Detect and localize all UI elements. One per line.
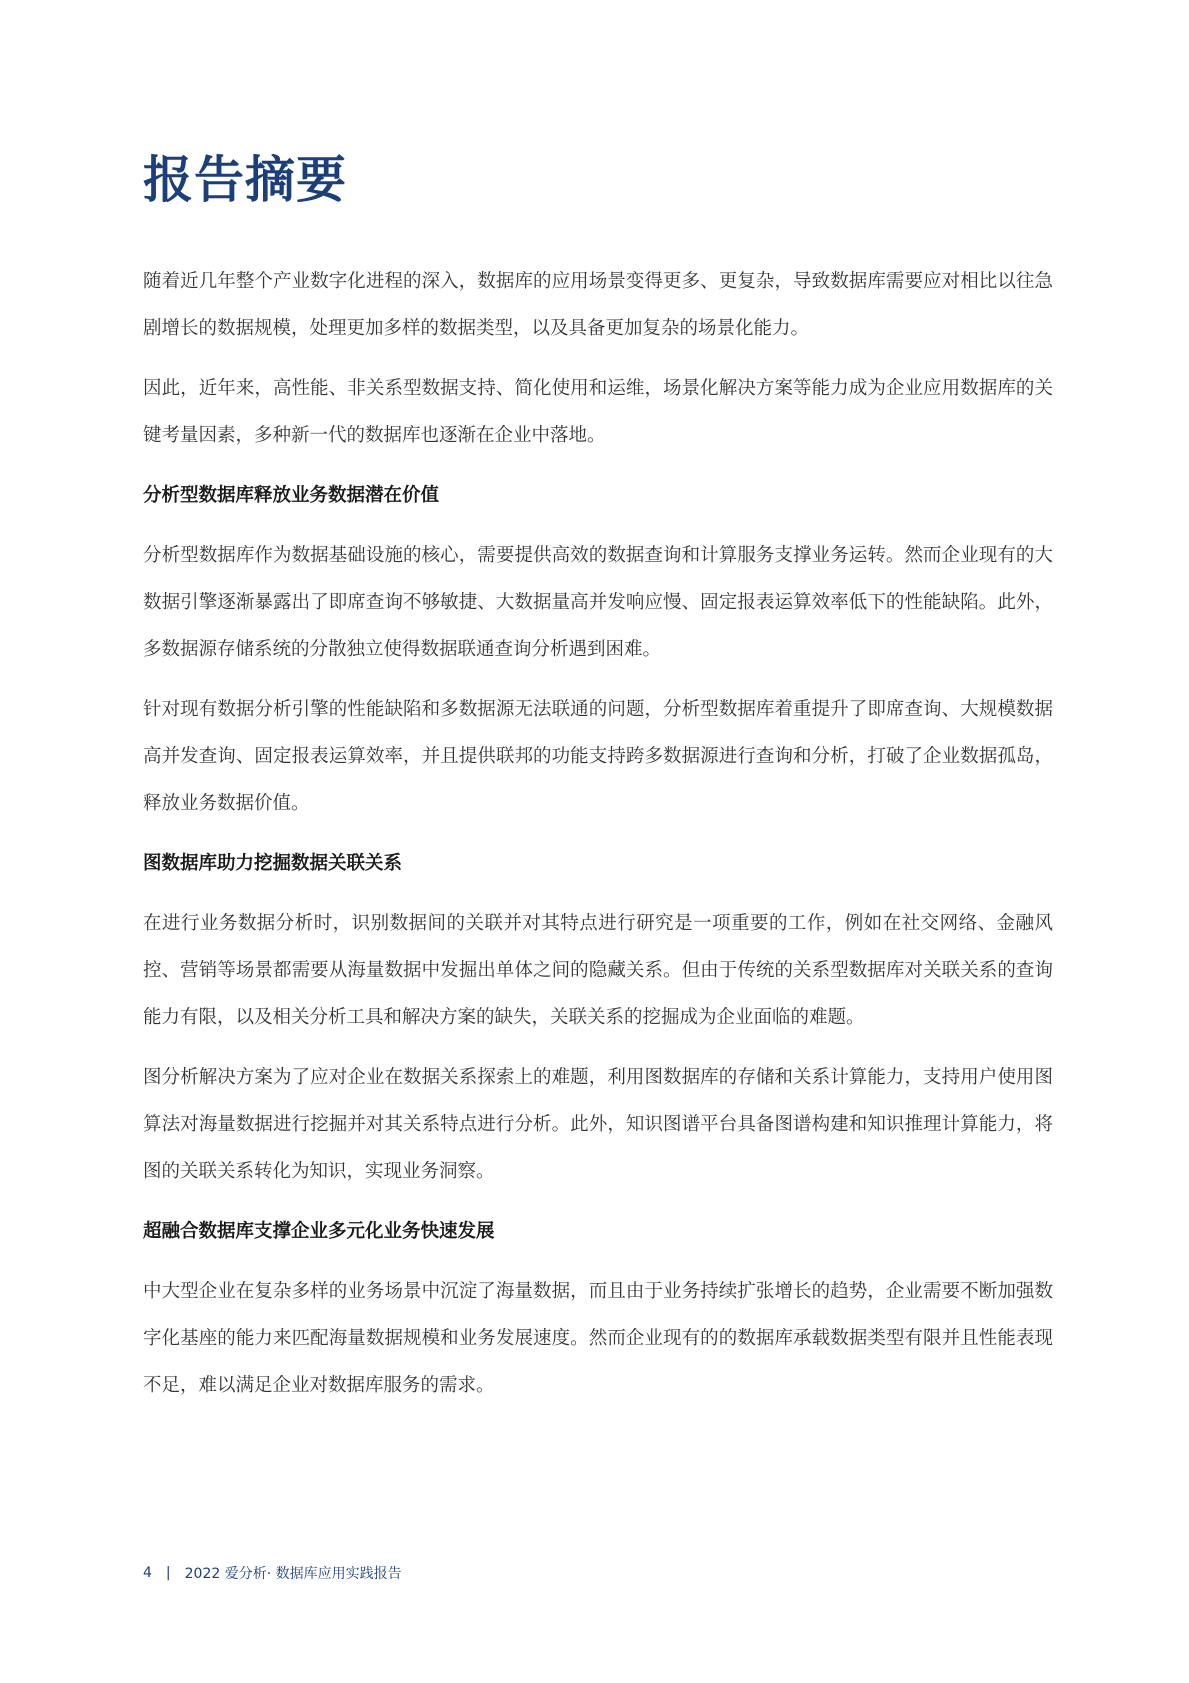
paragraph-graph-2: 图分析解决方案为了应对企业在数据关系探索上的难题，利用图数据库的存储和关系计算能力，支持用户使用图算法对海量数据进行挖掘并对其关系特点进行分析。此外，知识图谱平台具备图谱构建和知识推理计算能力，将图的关联关系转化为知识，实现业务洞察。 [143,1067,1053,1182]
paragraph-hyperconverged-1: 中大型企业在复杂多样的业务场景中沉淀了海量数据，而且由于业务持续扩张增长的趋势，企业需要不断加强数字化基座的能力来匹配海量数据规模和业务发展速度。然而企业现有的的数据库承载数据类型有限并且性能表现不足，难以满足企业对数据库服务的需求。 [143,1281,1053,1396]
page-number: 4 [143,1565,152,1581]
paragraph-intro-1: 随着近几年整个产业数字化进程的深入，数据库的应用场景变得更多、更复杂，导致数据库需要应对相比以往急剧增长的数据规模，处理更加多样的数据类型，以及具备更加复杂的场景化能力。 [143,271,1053,339]
report-name: 2022 爱分析· 数据库应用实践报告 [184,1566,402,1582]
page-footer [143,1563,402,1583]
page-title: 报告摘要 [143,151,347,209]
page-content [143,150,1053,1422]
paragraph-analytical-1: 分析型数据库作为数据基础设施的核心，需要提供高效的数据查询和计算服务支撑业务运转。然而企业现有的大数据引擎逐渐暴露出了即席查询不够敏捷、大数据量高并发响应慢、固定报表运算效率低下的性能缺陷。此外，多数据源存储系统的分散独立使得数据联通查询分析遇到困难。 [143,545,1053,660]
section-heading-analytical-db: 分析型数据库释放业务数据潜在价值 [143,485,440,506]
section-heading-graph-db: 图数据库助力挖掘数据关联关系 [143,853,403,874]
paragraph-intro-2: 因此，近年来，高性能、非关系型数据支持、简化使用和运维，场景化解决方案等能力成为企业应用数据库的关键考量因素，多种新一代的数据库也逐渐在企业中落地。 [143,378,1053,446]
paragraph-graph-1: 在进行业务数据分析时，识别数据间的关联并对其特点进行研究是一项重要的工作，例如在社交网络、金融风控、营销等场景都需要从海量数据中发掘出单体之间的隐藏关系。但由于传统的关系型数据库对关联关系的查询能力有限，以及相关分析工具和解决方案的缺失，关联关系的挖掘成为企业面临的难题。 [143,913,1053,1028]
paragraph-analytical-2: 针对现有数据分析引擎的性能缺陷和多数据源无法联通的问题，分析型数据库着重提升了即席查询、大规模数据高并发查询、固定报表运算效率，并且提供联邦的功能支持跨多数据源进行查询和分析，打破了企业数据孤岛，释放业务数据价值。 [143,699,1053,814]
section-heading-hyperconverged-db: 超融合数据库支撑企业多元化业务快速发展 [143,1221,495,1242]
footer-separator: | [165,1565,171,1581]
